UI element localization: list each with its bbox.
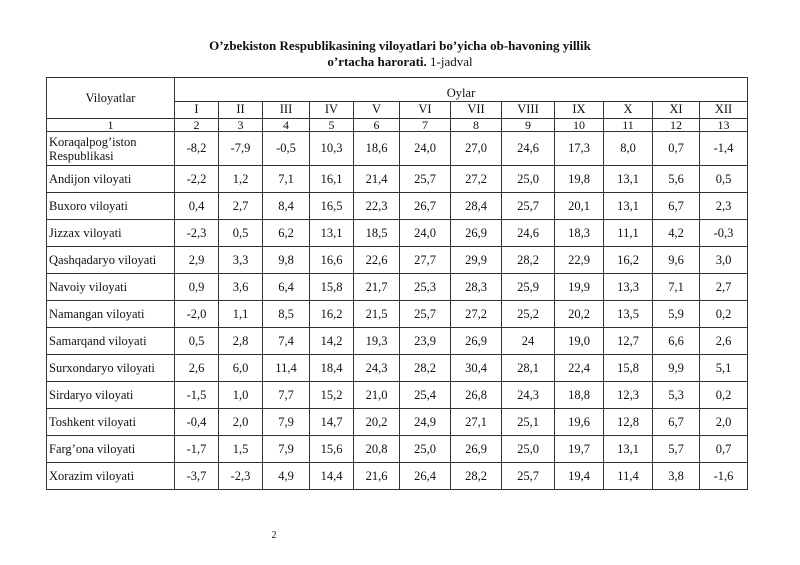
table-row: [47, 436, 748, 463]
temperature-cell: 3,8: [653, 463, 700, 490]
temperature-cell: 13,3: [604, 274, 653, 301]
title-line-2: [0, 54, 800, 70]
temperature-cell: 25,0: [502, 166, 555, 193]
month-header: V: [354, 101, 400, 118]
temperature-cell: 18,5: [354, 220, 400, 247]
region-name: Andijon viloyati: [47, 166, 175, 193]
temperature-cell: -0,3: [700, 220, 748, 247]
temperature-cell: 27,2: [451, 301, 502, 328]
page-number: 2: [271, 530, 277, 541]
months-header: Oylar: [175, 78, 748, 102]
temperature-cell: 9,8: [263, 247, 310, 274]
region-name: Farg’ona viloyati: [47, 436, 175, 463]
temperature-cell: -3,7: [175, 463, 219, 490]
temperature-cell: 15,2: [310, 382, 354, 409]
table-number: 1-jadval: [430, 54, 473, 69]
temperature-cell: -0,4: [175, 409, 219, 436]
temperature-cell: 11,4: [263, 355, 310, 382]
temperature-cell: 13,1: [604, 436, 653, 463]
temperature-cell: 3,0: [700, 247, 748, 274]
temperature-cell: 25,7: [502, 193, 555, 220]
temperature-cell: 2,8: [219, 328, 263, 355]
temperature-cell: 27,7: [400, 247, 451, 274]
temperature-cell: 5,3: [653, 382, 700, 409]
table-row: [47, 132, 748, 166]
table-row: [47, 409, 748, 436]
region-header: Viloyatlar: [47, 78, 175, 119]
temperature-cell: 7,9: [263, 409, 310, 436]
temperature-cell: 19,3: [354, 328, 400, 355]
temperature-cell: 20,1: [555, 193, 604, 220]
temperature-cell: 26,9: [451, 436, 502, 463]
temperature-cell: 16,2: [604, 247, 653, 274]
temperature-cell: 0,9: [175, 274, 219, 301]
temperature-cell: 18,8: [555, 382, 604, 409]
temperature-cell: 25,1: [502, 409, 555, 436]
temperature-cell: 24,3: [354, 355, 400, 382]
region-name: Navoiy viloyati: [47, 274, 175, 301]
temperature-cell: 6,7: [653, 193, 700, 220]
temperature-cell: 21,6: [354, 463, 400, 490]
temperature-cell: 20,8: [354, 436, 400, 463]
temperature-cell: -2,3: [175, 220, 219, 247]
column-number: 12: [653, 119, 700, 132]
month-header: I: [175, 101, 219, 118]
month-header: VIII: [502, 101, 555, 118]
temperature-cell: 28,2: [502, 247, 555, 274]
temperature-cell: 26,4: [400, 463, 451, 490]
temperature-cell: 28,2: [451, 463, 502, 490]
region-name: Surxondaryo viloyati: [47, 355, 175, 382]
temperature-cell: 16,1: [310, 166, 354, 193]
temperature-cell: 13,1: [604, 166, 653, 193]
temperature-cell: 23,9: [400, 328, 451, 355]
region-name-line-2: Respublikasi: [49, 148, 114, 163]
temperature-cell: 3,6: [219, 274, 263, 301]
temperature-cell: 10,3: [310, 132, 354, 166]
temperature-cell: -2,0: [175, 301, 219, 328]
temperature-cell: 25,0: [400, 436, 451, 463]
region-name-line-1: Koraqalpog’iston: [49, 134, 137, 149]
temperature-cell: 28,4: [451, 193, 502, 220]
temperature-cell: -1,5: [175, 382, 219, 409]
temperature-cell: 25,7: [502, 463, 555, 490]
temperature-cell: 27,2: [451, 166, 502, 193]
column-number: 2: [175, 119, 219, 132]
temperature-cell: 29,9: [451, 247, 502, 274]
temperature-cell: 24,9: [400, 409, 451, 436]
temperature-cell: 0,2: [700, 382, 748, 409]
temperature-cell: 2,6: [700, 328, 748, 355]
title-line-1: O’zbekiston Respublikasining viloyatlari bo’yicha ob-havoning yillik: [209, 38, 591, 53]
column-number: 8: [451, 119, 502, 132]
temperature-cell: 19,6: [555, 409, 604, 436]
month-header: III: [263, 101, 310, 118]
table-row: [47, 328, 748, 355]
title-line-2-bold: o’rtacha harorati.: [327, 54, 427, 69]
month-header: VI: [400, 101, 451, 118]
temperature-cell: 11,1: [604, 220, 653, 247]
temperature-cell: 28,3: [451, 274, 502, 301]
temperature-cell: 20,2: [555, 301, 604, 328]
table-row: [47, 247, 748, 274]
temperature-cell: 0,5: [175, 328, 219, 355]
region-name: Toshkent viloyati: [47, 409, 175, 436]
temperature-cell: 5,9: [653, 301, 700, 328]
table-row: [47, 166, 748, 193]
temperature-cell: 0,2: [700, 301, 748, 328]
temperature-cell: 4,9: [263, 463, 310, 490]
temperature-cell: 27,0: [451, 132, 502, 166]
temperature-cell: 1,0: [219, 382, 263, 409]
temperature-cell: 24,3: [502, 382, 555, 409]
temperature-cell: 22,9: [555, 247, 604, 274]
temperature-cell: 24,0: [400, 220, 451, 247]
temperature-cell: 7,9: [263, 436, 310, 463]
temperature-cell: 0,4: [175, 193, 219, 220]
temperature-cell: 14,4: [310, 463, 354, 490]
temperature-cell: 6,2: [263, 220, 310, 247]
temperature-cell: 2,0: [219, 409, 263, 436]
table-row: [47, 463, 748, 490]
temperature-cell: 19,8: [555, 166, 604, 193]
temperature-cell: 28,1: [502, 355, 555, 382]
column-number: 4: [263, 119, 310, 132]
table-row: [47, 220, 748, 247]
temperature-cell: 2,0: [700, 409, 748, 436]
month-header: II: [219, 101, 263, 118]
temperature-cell: 14,7: [310, 409, 354, 436]
temperature-cell: -1,6: [700, 463, 748, 490]
temperature-cell: 5,1: [700, 355, 748, 382]
temperature-cell: 12,3: [604, 382, 653, 409]
temperature-cell: 20,2: [354, 409, 400, 436]
temperature-cell: 2,6: [175, 355, 219, 382]
temperature-cell: 4,2: [653, 220, 700, 247]
temperature-cell: 7,1: [263, 166, 310, 193]
temperature-cell: 6,0: [219, 355, 263, 382]
table-row: [47, 355, 748, 382]
temperature-cell: -1,7: [175, 436, 219, 463]
table-row: [47, 301, 748, 328]
temperature-cell: 5,6: [653, 166, 700, 193]
temperature-cell: 7,4: [263, 328, 310, 355]
temperature-cell: 0,5: [700, 166, 748, 193]
temperature-cell: 5,7: [653, 436, 700, 463]
temperature-cell: 25,2: [502, 301, 555, 328]
temperature-cell: 6,6: [653, 328, 700, 355]
temperature-cell: -2,2: [175, 166, 219, 193]
column-number: 3: [219, 119, 263, 132]
temperature-cell: 15,8: [604, 355, 653, 382]
temperature-cell: 18,3: [555, 220, 604, 247]
column-number: 11: [604, 119, 653, 132]
temperature-cell: 8,0: [604, 132, 653, 166]
temperature-cell: 15,8: [310, 274, 354, 301]
region-name: Qashqadaryo viloyati: [47, 247, 175, 274]
temperature-cell: 11,4: [604, 463, 653, 490]
temperature-cell: 2,7: [219, 193, 263, 220]
temperature-cell: 6,7: [653, 409, 700, 436]
column-number: 13: [700, 119, 748, 132]
temperature-cell: 26,7: [400, 193, 451, 220]
temperature-cell: 13,1: [310, 220, 354, 247]
temperature-cell: 7,1: [653, 274, 700, 301]
temperature-cell: 2,7: [700, 274, 748, 301]
temperature-cell: 25,9: [502, 274, 555, 301]
temperature-cell: 18,6: [354, 132, 400, 166]
temperature-cell: 25,0: [502, 436, 555, 463]
table-row: [47, 193, 748, 220]
temperature-cell: 1,5: [219, 436, 263, 463]
temperature-cell: 15,6: [310, 436, 354, 463]
table-row: [47, 274, 748, 301]
temperature-cell: 9,6: [653, 247, 700, 274]
temperature-cell: 0,5: [219, 220, 263, 247]
column-number: 7: [400, 119, 451, 132]
temperature-cell: 1,2: [219, 166, 263, 193]
temperature-cell: 27,1: [451, 409, 502, 436]
temperature-cell: 16,5: [310, 193, 354, 220]
temperature-cell: 7,7: [263, 382, 310, 409]
document-title: [0, 38, 800, 70]
temperature-cell: 3,3: [219, 247, 263, 274]
temperature-cell: 9,9: [653, 355, 700, 382]
temperature-cell: 17,3: [555, 132, 604, 166]
temperature-cell: 21,7: [354, 274, 400, 301]
temperature-cell: 8,4: [263, 193, 310, 220]
temperature-cell: 30,4: [451, 355, 502, 382]
temperature-cell: 2,3: [700, 193, 748, 220]
table-row: [47, 382, 748, 409]
temperature-cell: 22,3: [354, 193, 400, 220]
temperature-cell: 28,2: [400, 355, 451, 382]
temperature-cell: 19,4: [555, 463, 604, 490]
month-header: IX: [555, 101, 604, 118]
temperature-cell: 26,9: [451, 328, 502, 355]
temperature-cell: 21,0: [354, 382, 400, 409]
temperature-cell: 25,7: [400, 166, 451, 193]
temperature-cell: 22,4: [555, 355, 604, 382]
region-name: Buxoro viloyati: [47, 193, 175, 220]
temperature-cell: 8,5: [263, 301, 310, 328]
region-name: [47, 132, 175, 166]
month-header: XII: [700, 101, 748, 118]
temperature-cell: 25,7: [400, 301, 451, 328]
temperature-cell: 12,7: [604, 328, 653, 355]
column-number: 5: [310, 119, 354, 132]
temperature-cell: 19,7: [555, 436, 604, 463]
temperature-cell: 24: [502, 328, 555, 355]
temperature-cell: 14,2: [310, 328, 354, 355]
temperature-cell: 12,8: [604, 409, 653, 436]
column-number: 1: [47, 119, 175, 132]
temperature-cell: 21,5: [354, 301, 400, 328]
temperature-cell: 16,6: [310, 247, 354, 274]
temperature-cell: -1,4: [700, 132, 748, 166]
temperature-cell: 24,6: [502, 132, 555, 166]
temperature-cell: 25,4: [400, 382, 451, 409]
temperature-cell: 24,0: [400, 132, 451, 166]
region-name: Xorazim viloyati: [47, 463, 175, 490]
column-number: 6: [354, 119, 400, 132]
temperature-cell: -0,5: [263, 132, 310, 166]
region-name: Samarqand viloyati: [47, 328, 175, 355]
temperature-cell: 0,7: [700, 436, 748, 463]
temperature-table: [46, 77, 748, 490]
temperature-cell: 26,9: [451, 220, 502, 247]
temperature-cell: 16,2: [310, 301, 354, 328]
region-name: Jizzax viloyati: [47, 220, 175, 247]
temperature-cell: 21,4: [354, 166, 400, 193]
temperature-cell: -2,3: [219, 463, 263, 490]
temperature-cell: 0,7: [653, 132, 700, 166]
temperature-cell: 18,4: [310, 355, 354, 382]
temperature-cell: 13,5: [604, 301, 653, 328]
temperature-cell: 26,8: [451, 382, 502, 409]
temperature-cell: 25,3: [400, 274, 451, 301]
region-name: Namangan viloyati: [47, 301, 175, 328]
temperature-cell: 1,1: [219, 301, 263, 328]
temperature-cell: -8,2: [175, 132, 219, 166]
month-header: IV: [310, 101, 354, 118]
temperature-cell: 22,6: [354, 247, 400, 274]
temperature-cell: 13,1: [604, 193, 653, 220]
month-header: VII: [451, 101, 502, 118]
temperature-cell: 19,9: [555, 274, 604, 301]
temperature-cell: 24,6: [502, 220, 555, 247]
temperature-cell: 2,9: [175, 247, 219, 274]
column-number: 10: [555, 119, 604, 132]
region-name: Sirdaryo viloyati: [47, 382, 175, 409]
month-header: X: [604, 101, 653, 118]
month-header: XI: [653, 101, 700, 118]
temperature-cell: 19,0: [555, 328, 604, 355]
column-number: 9: [502, 119, 555, 132]
temperature-cell: -7,9: [219, 132, 263, 166]
temperature-cell: 6,4: [263, 274, 310, 301]
